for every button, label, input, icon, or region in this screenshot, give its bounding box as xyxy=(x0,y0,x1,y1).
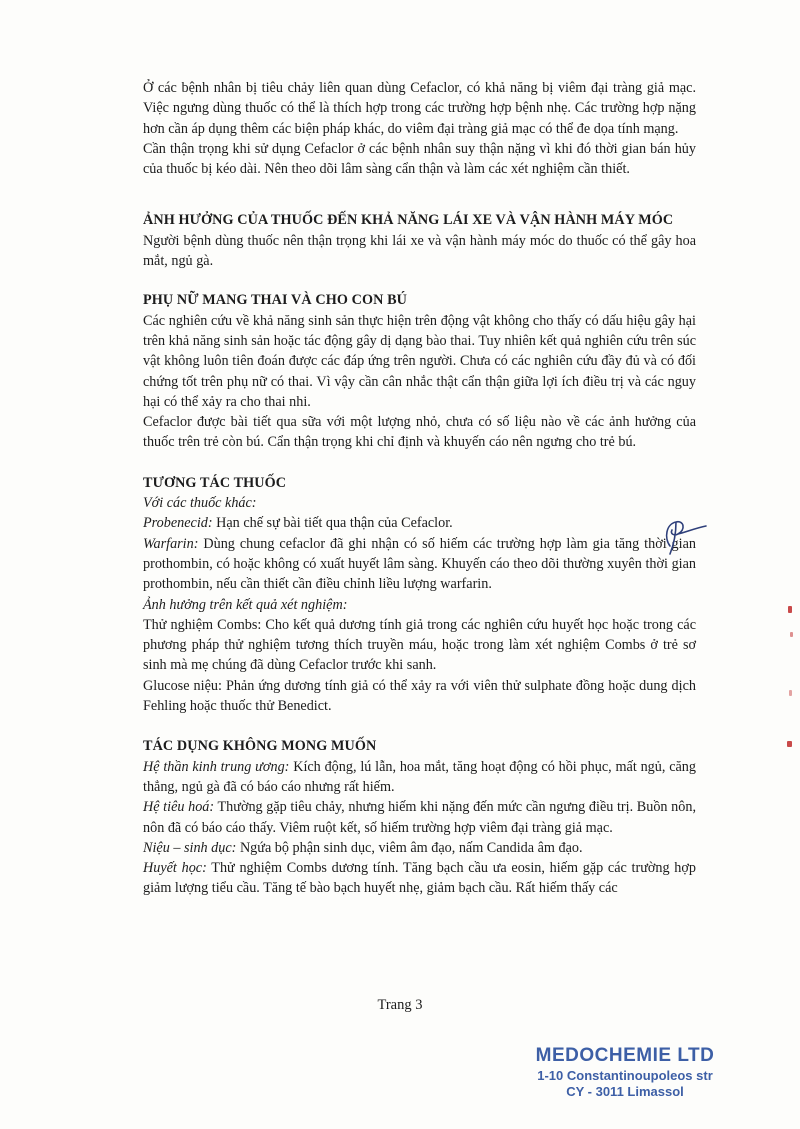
probenecid-paragraph: Probenecid: Hạn chế sự bài tiết qua thận của Cefaclor. xyxy=(143,515,453,532)
combs-paragraph: Thử nghiệm Combs: Cho kết quả dương tính giả trong các nghiên cứu huyết học hoặc trong các phương pháp thử nghiệm tương thích truyền máu, hoặc trong làm xét nghiệm Combs ở trẻ sơ sinh mà mẹ chúng đã dùng Cefaclor trước khi sanh. xyxy=(143,616,696,674)
stamp-address-line-1: 1-10 Constantinoupoleos str xyxy=(537,1068,713,1083)
interactions-subheading-other-drugs: Với các thuốc khác: xyxy=(143,495,257,512)
pregnancy-heading: PHỤ NỮ MANG THAI VÀ CHO CON BÚ xyxy=(143,292,408,309)
interactions-subheading-lab-tests: Ảnh hưởng trên kết quả xét nghiệm: xyxy=(143,596,348,613)
adverse-effects-heading: TÁC DỤNG KHÔNG MONG MUỐN xyxy=(143,738,377,755)
stamp-company-name: MEDOCHEMIE LTD xyxy=(535,1045,715,1066)
page-number: Trang 3 xyxy=(377,997,423,1013)
signature-icon xyxy=(656,516,708,556)
driving-heading: ẢNH HƯỞNG CỦA THUỐC ĐẾN KHẢ NĂNG LÁI XE VÀ VẬN HÀNH MÁY MÓC xyxy=(143,212,674,229)
pregnancy-paragraph-1: Các nghiên cứu về khả năng sinh sản thực hiện trên động vật không cho thấy có dấu hiệu gây hại trên khả năng sinh sản hoặc tác động gây dị dạng bào thai. Tuy nhiên kết quả nghiên cứu trên súc vật không luôn tiên đoán được các đáp ứng trên người. Chưa có các nghiên cứu đầy đủ và có đối chứng tốt trên phụ nữ có thai. Vì vậy cần cân nhắc thật cẩn thận giữa lợi ích điều trị và các nguy hại có thể xảy ra cho thai nhi. xyxy=(143,312,696,410)
intro-paragraph-1: Ở các bệnh nhân bị tiêu chảy liên quan dùng Cefaclor, có khả năng bị viêm đại tràng giả mạc. Việc ngưng dùng thuốc có thể là thích hợp trong các trường hợp bệnh nhẹ. Các trường hợp nặng hơn cần áp dụng thêm các biện pháp khác, do viêm đại tràng giả mạc có thể đe dọa tính mạng. xyxy=(143,80,696,137)
cns-paragraph: Hệ thần kinh trung ương: Kích động, lú lẫn, hoa mắt, tăng hoạt động có hồi phục, mất ngủ, căng thẳng, ngủ gà đã có báo cáo nhưng rất hiếm. xyxy=(143,758,696,795)
edge-mark xyxy=(788,606,792,613)
edge-mark xyxy=(787,741,792,747)
hematology-paragraph: Huyết học: Thử nghiệm Combs dương tính. Tăng bạch cầu ưa eosin, hiếm gặp các trường hợp giảm lượng tiểu cầu. Tăng tế bào bạch huyết nhẹ, giảm bạch cầu. Rất hiếm thấy các xyxy=(143,860,696,897)
driving-paragraph: Người bệnh dùng thuốc nên thận trọng khi lái xe và vận hành máy móc do thuốc có thể gây hoa mắt, ngủ gà. xyxy=(143,232,696,270)
document-body xyxy=(143,78,696,899)
glucose-paragraph: Glucose niệu: Phản ứng dương tính giả có thể xảy ra với viên thử sulphate đồng hoặc dung dịch Fehling hoặc thuốc thử Benedict. xyxy=(143,677,696,715)
intro-paragraph-2: Cần thận trọng khi sử dụng Cefaclor ở các bệnh nhân suy thận nặng vì khi đó thời gian bán hủy của thuốc bị kéo dài. Nên theo dõi lâm sàng cẩn thận và làm các xét nghiệm cần thiết. xyxy=(143,140,696,178)
genitourinary-paragraph: Niệu – sinh dục: Ngứa bộ phận sinh dục, viêm âm đạo, nấm Candida âm đạo. xyxy=(143,839,583,856)
edge-mark xyxy=(790,632,793,637)
warfarin-paragraph: Warfarin: Dùng chung cefaclor đã ghi nhận có số hiếm các trường hợp làm gia tăng thời gian prothombin, có hoặc không có xuất huyết lâm sàng. Khuyến cáo theo dõi thường xuyên thời gian prothombin, nếu cần thiết cần điều chỉnh liều lượng warfarin. xyxy=(143,535,696,593)
gi-label: Hệ tiêu hoá: xyxy=(143,799,215,816)
pregnancy-paragraph-2: Cefaclor được bài tiết qua sữa với một lượng nhỏ, chưa có số liệu nào về các ảnh hưởng của thuốc trên trẻ còn bú. Cẩn thận trọng khi chỉ định và khuyến cáo nên ngưng cho trẻ bú. xyxy=(143,414,696,451)
interactions-heading: TƯƠNG TÁC THUỐC xyxy=(143,474,287,491)
hematology-label: Huyết học: xyxy=(143,860,207,877)
stamp-address-line-2: CY - 3011 Limassol xyxy=(566,1084,684,1099)
genitourinary-label: Niệu – sinh dục: xyxy=(143,839,237,856)
warfarin-label: Warfarin: xyxy=(143,535,199,552)
company-stamp xyxy=(520,1044,730,1100)
gi-paragraph: Hệ tiêu hoá: Thường gặp tiêu chảy, nhưng hiếm khi nặng đến mức cần ngưng điều trị. Buồn nôn, nôn đã có báo cáo thấy. Viêm ruột kết, số hiếm trường hợp viêm đại tràng giả mạc. xyxy=(143,799,696,836)
cns-label: Hệ thần kinh trung ương: xyxy=(143,758,290,775)
probenecid-label: Probenecid: xyxy=(143,515,213,532)
edge-mark xyxy=(789,690,792,696)
